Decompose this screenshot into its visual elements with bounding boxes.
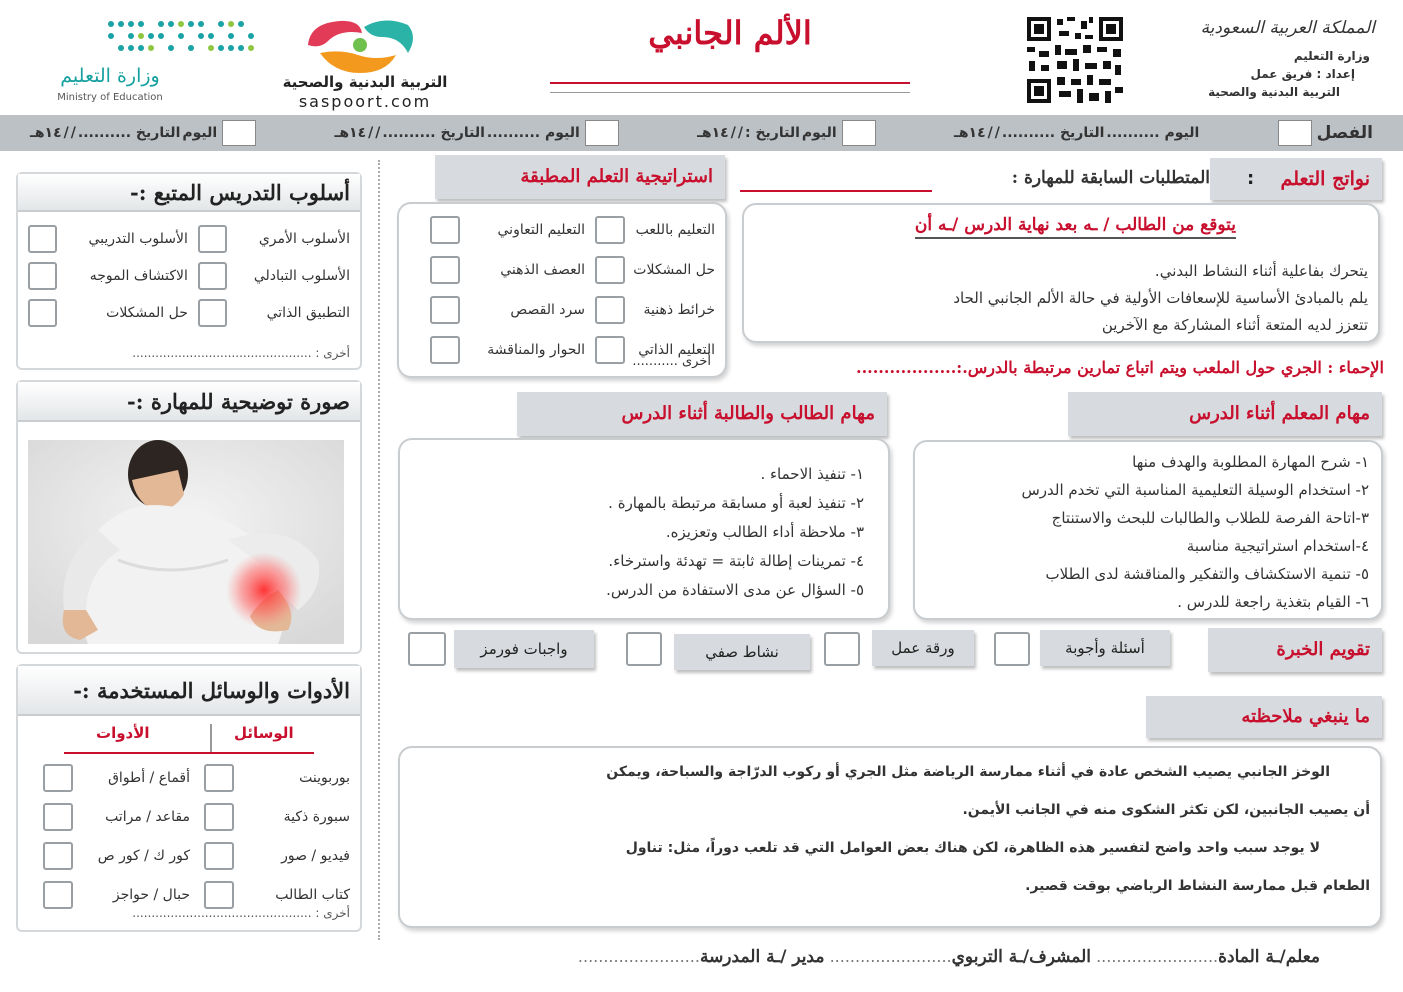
date-label: التاريخ ..........: [382, 125, 485, 141]
strategy-grid: [395, 210, 725, 370]
teacher-tasks-panel: [913, 440, 1383, 620]
strategy-checkbox[interactable]: [430, 336, 460, 364]
prerequisites-line: [740, 190, 932, 192]
outcomes-heading: يتوقع من الطالب / ـه بعد نهاية الدرس /ـه أن: [915, 215, 1236, 239]
teaching-style-checkbox[interactable]: [28, 262, 57, 290]
tools-row: [18, 758, 364, 797]
note-line: الوخز الجانبي يصيب الشخص عادة في أثناء ممارسة الرياضة مثل الجري أو ركوب الدرّاجة والسباحة، ويمكن: [606, 764, 1330, 780]
qr-code-icon: [1025, 15, 1125, 105]
strategy-tab: [435, 155, 725, 199]
learning-outcomes-label: نواتج التعلم: [1280, 168, 1370, 190]
strategy-option: خرائط ذهنية: [643, 302, 715, 318]
eval-option-label: ورقة عمل: [891, 639, 955, 657]
tools-row: [18, 836, 364, 875]
strategy-option: التعليم التعاوني: [497, 222, 585, 238]
teacher-task-item: ٣-اتاحة الفرصة للطلاب والطالبات للبحث والاستنتاج: [1051, 509, 1369, 527]
tools-header-line: [64, 752, 314, 754]
means-checkbox[interactable]: [204, 842, 234, 870]
eval-option-box: [674, 634, 810, 670]
student-tasks-tab: [517, 392, 887, 436]
day-box[interactable]: [842, 120, 876, 146]
teaching-style-option: الأسلوب الأمري: [258, 230, 350, 247]
outcomes-panel: [742, 203, 1380, 343]
illustration-panel: [16, 380, 362, 654]
teaching-style-checkbox[interactable]: [28, 299, 57, 327]
evaluation-label: تقويم الخبرة: [1276, 639, 1370, 660]
year-label: ١٤هـ: [954, 125, 986, 141]
strategy-checkbox[interactable]: [595, 296, 625, 324]
outcome-item: يتحرك بفاعلية أثناء النشاط البدني.: [1154, 262, 1368, 280]
tools-option: أقماع / أطواق: [108, 769, 190, 786]
date-label: التاريخ ..........: [1001, 125, 1105, 141]
teaching-style-checkbox[interactable]: [198, 299, 227, 327]
warmup-label: الإحماء :: [1327, 358, 1384, 377]
date-slash: /: [987, 125, 993, 141]
student-task-item: ٢- تنفيذ لعبة أو مسابقة مرتبطة بالمهارة .: [608, 494, 864, 512]
column-divider: [378, 160, 380, 940]
saspoort-arabic-name: التربية البدنية والصحية: [282, 73, 448, 91]
means-option: فيديو / صور: [281, 847, 350, 864]
date-slash: /: [63, 125, 69, 141]
teaching-style-row: [28, 220, 350, 257]
strategy-checkbox[interactable]: [430, 216, 460, 244]
teaching-style-title: أسلوب التدريس المتبع :-: [18, 174, 360, 212]
class-box[interactable]: [1278, 120, 1312, 146]
class-label: الفصل: [1316, 123, 1373, 143]
strategy-row: [395, 290, 725, 330]
means-checkbox[interactable]: [204, 881, 234, 909]
illustration-title: صورة توضيحية للمهارة :-: [18, 382, 360, 422]
strategy-checkbox[interactable]: [430, 296, 460, 324]
day-label: اليوم ..........: [1106, 125, 1200, 141]
outcome-item: يلم بالمبادئ الأساسية للإسعافات الأولية في حالة الألم الجانبي الحاد: [953, 289, 1368, 307]
signature-dots: ........................: [829, 947, 952, 966]
eval-option-box: [1040, 630, 1170, 666]
ministry-arabic-name: وزارة التعليم: [60, 65, 160, 87]
student-task-item: ٤- تمرينات إطالة ثابتة = تهدئة واسترخاء.: [608, 552, 864, 570]
saspoort-logo-icon: [300, 15, 420, 77]
teaching-style-option: التطبيق الذاتي: [266, 304, 350, 321]
day-label: اليوم: [801, 125, 837, 141]
student-task-item: ١- تنفيذ الاحماء .: [760, 465, 864, 483]
title-underline-2: [550, 92, 910, 93]
eval-checkbox[interactable]: [824, 632, 860, 666]
saspoort-url: saspoort.com: [298, 92, 432, 111]
date-slash: /: [368, 125, 374, 141]
eval-checkbox[interactable]: [994, 632, 1030, 666]
teaching-style-panel: [16, 172, 362, 370]
date-bar: [0, 115, 1403, 151]
strategy-row: [395, 210, 725, 250]
tools-panel: [16, 664, 362, 932]
tools-checkbox[interactable]: [43, 803, 73, 831]
tools-option: مقاعد / مراتب: [105, 808, 190, 825]
day-label: اليوم: [182, 125, 218, 141]
class-group: [1275, 120, 1373, 146]
ministry-english-name: Ministry of Education: [57, 92, 163, 103]
warmup-text: الجري حول الملعب ويتم اتباع تمارين مرتبطة بالدرس: [967, 358, 1322, 377]
teaching-style-checkbox[interactable]: [198, 262, 227, 290]
strategy-option: التعليم الذاتي: [638, 342, 715, 358]
tools-checkbox[interactable]: [43, 764, 73, 792]
supervisor-label: المشرف/ـة التربوي: [951, 947, 1091, 967]
means-label: الوسائل: [234, 724, 294, 742]
strategy-panel: [397, 202, 727, 378]
outcome-item: تتعزز لديه المتعة أثناء المشاركة مع الآخرين: [1101, 316, 1368, 334]
means-option: سبورة ذكية: [283, 808, 350, 825]
year-label: ١٤هـ: [30, 125, 62, 141]
note-line: لا يوجد سبب واحد واضح لتفسير هذه الظاهرة، لكن هناك بعض العوامل التي قد تلعب دوراً، مثل: تناول: [625, 840, 1320, 856]
department-name: التربية البدنية والصحية: [1208, 85, 1340, 99]
eval-checkbox[interactable]: [626, 632, 662, 666]
teaching-style-option: الأسلوب التبادلي: [253, 267, 350, 284]
outcomes-colon: :: [1247, 168, 1255, 189]
strategy-checkbox[interactable]: [595, 336, 625, 364]
strategy-option: الحوار والمناقشة: [487, 342, 585, 358]
teaching-style-option: الاكتشاف الموجه: [89, 267, 188, 284]
eval-option-box: [454, 630, 594, 668]
signature-dots: ........................: [1096, 947, 1219, 966]
teacher-task-item: ٢- استخدام الوسيلة التعليمية المناسبة التي تخدم الدرس: [1021, 481, 1369, 499]
warmup-line: [722, 358, 1384, 377]
teaching-style-row: [28, 257, 350, 294]
page-title: الألم الجانبي: [648, 14, 812, 52]
tools-option: كور ك / كور ص: [97, 847, 190, 864]
day-box[interactable]: [585, 120, 619, 146]
student-task-item: ٥- السؤال عن مدى الاستفادة من الدرس.: [606, 581, 864, 599]
student-task-item: ٣- ملاحظة أداء الطالب وتعزيزه.: [665, 523, 864, 541]
year-label: ١٤هـ: [697, 125, 729, 141]
prepared-by: إعداد : فريق عمل: [1250, 67, 1355, 81]
teaching-style-option: الأسلوب التدريبي: [88, 230, 188, 247]
date-label: التاريخ :: [744, 125, 800, 141]
notes-panel: [398, 746, 1382, 928]
eval-option-label: واجبات فورمز: [480, 640, 568, 658]
strategy-checkbox[interactable]: [595, 256, 625, 284]
tools-row: [18, 797, 364, 836]
tools-title: الأدوات والوسائل المستخدمة :-: [18, 666, 360, 716]
note-line: أن يصيب الجانبين، لكن تكثر الشكوى منه في الجانب الأيمن.: [962, 802, 1370, 818]
tools-grid: [18, 758, 364, 914]
tools-checkbox[interactable]: [43, 842, 73, 870]
teacher-tasks-label: مهام المعلم أثناء الدرس: [1189, 403, 1370, 424]
tools-other: أخرى : ...............................................: [132, 906, 350, 920]
teaching-style-checkbox[interactable]: [198, 225, 227, 253]
strategy-other: أخرى ...........: [632, 354, 711, 369]
eval-option-box: [872, 630, 974, 666]
date-group-1: [954, 125, 1199, 141]
means-checkbox[interactable]: [204, 803, 234, 831]
teacher-task-item: ٦- القيام بتغذية راجعة للدرس .: [1177, 593, 1369, 611]
tools-checkbox[interactable]: [43, 881, 73, 909]
date-slash: /: [994, 125, 1000, 141]
date-slash: /: [737, 125, 743, 141]
strategy-checkbox[interactable]: [595, 216, 625, 244]
strategy-option: العصف الذهني: [500, 262, 585, 278]
date-slash: /: [730, 125, 736, 141]
signature-line: [440, 947, 1320, 967]
strategy-option: التعليم باللعب: [635, 222, 715, 238]
date-group-2: [697, 120, 879, 146]
teaching-style-grid: [18, 212, 360, 331]
ministry-logo-icon: [105, 18, 255, 60]
strategy-option: سرد القصص: [510, 302, 585, 318]
student-tasks-label: مهام الطالب والطالبة أثناء الدرس: [621, 403, 875, 424]
learning-outcomes-tab: [1210, 158, 1382, 200]
title-underline: [550, 82, 910, 84]
eval-option-label: نشاط صفي: [705, 643, 779, 661]
warmup-dots: .:..................: [856, 358, 968, 377]
date-group-4: [30, 120, 259, 146]
strategy-row: [395, 250, 725, 290]
kingdom-name: المملكة العربية السعودية: [1200, 18, 1375, 38]
day-box[interactable]: [222, 120, 256, 146]
teacher-task-item: ٥- تنمية الاستكشاف والتفكير والمناقشة لدى الطلاب: [1045, 565, 1369, 583]
notes-label: ما ينبغي ملاحظته: [1241, 706, 1370, 727]
date-group-3: [335, 120, 622, 146]
teaching-style-option: حل المشكلات: [106, 304, 188, 321]
day-label: اليوم ..........: [486, 125, 580, 141]
date-slash: /: [70, 125, 76, 141]
prerequisites-label: المتطلبات السابقة للمهارة :: [1011, 168, 1210, 188]
tools-divider: [210, 724, 212, 754]
teaching-style-checkbox[interactable]: [28, 225, 57, 253]
evaluation-tab: [1208, 628, 1382, 672]
teaching-style-row: [28, 294, 350, 331]
year-label: ١٤هـ: [334, 125, 367, 141]
teaching-style-other: أخرى : ...............................................: [132, 346, 350, 360]
note-line: الطعام قبل ممارسة النشاط الرياضي بوقت قصير.: [1025, 878, 1370, 894]
eval-option-label: أسئلة وأجوبة: [1065, 639, 1145, 657]
strategy-option: حل المشكلات: [633, 262, 715, 278]
teacher-task-item: ٤-استخدام استراتيجية مناسبة: [1186, 537, 1369, 555]
signature-dots: ........................: [577, 947, 700, 966]
teacher-tasks-tab: [1068, 392, 1382, 436]
strategy-label: استراتيجية التعلم المطبقة: [520, 166, 713, 187]
principal-label: مدير /ـة المدرسة: [699, 947, 825, 967]
strategy-checkbox[interactable]: [430, 256, 460, 284]
date-label: التاريخ ..........: [77, 125, 181, 141]
notes-tab: [1146, 696, 1382, 738]
means-option: بوربوينت: [299, 769, 350, 786]
means-option: كتاب الطالب: [275, 886, 350, 903]
side-pain-illustration: [28, 440, 344, 644]
teacher-task-item: ١- شرح المهارة المطلوبة والهدف منها: [1132, 453, 1369, 471]
student-tasks-panel: [398, 438, 890, 620]
subject-teacher-label: معلم/ـة المادة: [1218, 947, 1320, 967]
date-slash: /: [375, 125, 381, 141]
ministry-name: وزارة التعليم: [1293, 49, 1370, 63]
eval-checkbox[interactable]: [408, 632, 446, 666]
tools-option: حبال / حواجز: [112, 886, 190, 903]
tools-label: الأدوات: [96, 724, 150, 742]
means-checkbox[interactable]: [204, 764, 234, 792]
